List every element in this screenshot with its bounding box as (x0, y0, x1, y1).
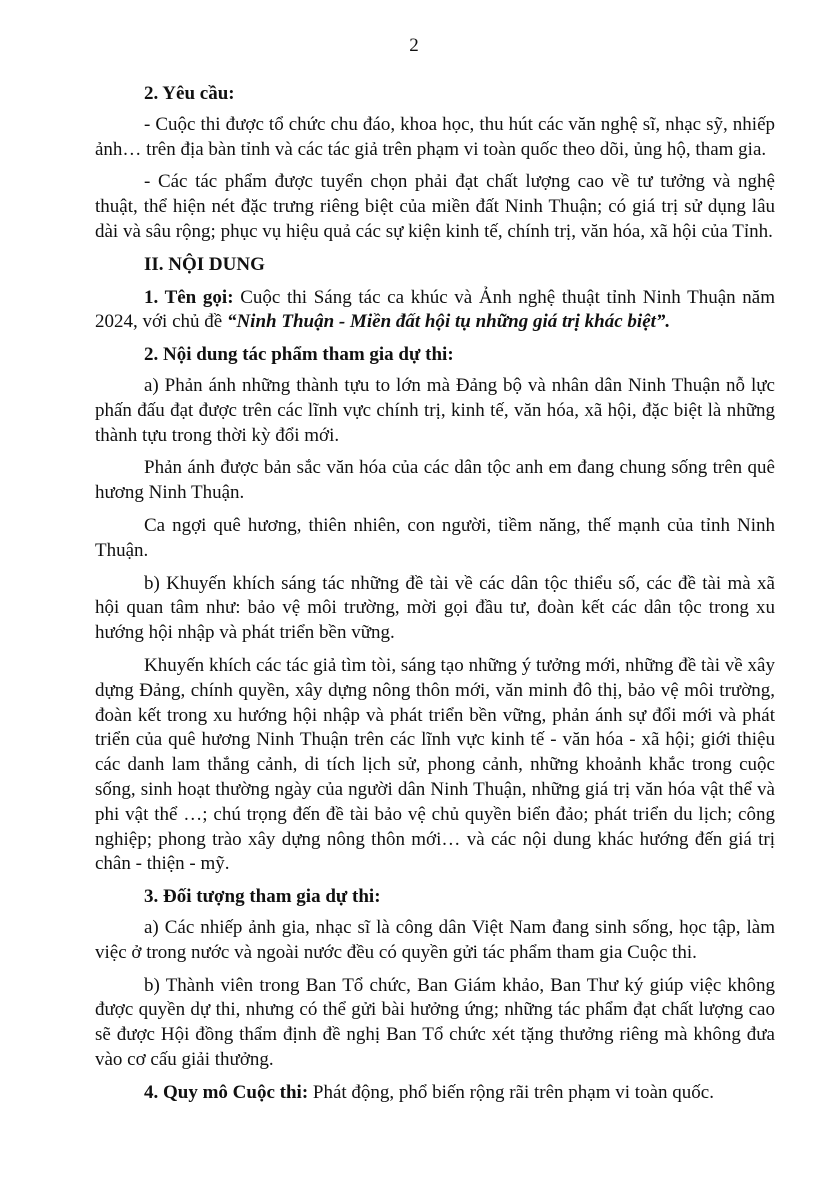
paragraph: a) Phản ánh những thành tựu to lớn mà Đảng bộ và nhân dân Ninh Thuận nỗ lực phấn đấu đạt được trên các lĩnh vực chính trị, kinh tế, văn hóa, xã hội, đặc biệt là những thành tựu trong thời kỳ đổi mới. (95, 374, 775, 446)
name-text: Cuộc thi Sáng tác ca khúc và Ảnh nghệ thuật tỉnh Ninh Thuận năm 2024, với chủ đề (95, 286, 776, 333)
name-label: 1. Tên gọi: (144, 286, 234, 308)
paragraph: Phản ánh được bản sắc văn hóa của các dân tộc anh em đang chung sống trên quê hương Ninh Thuận. (95, 457, 775, 504)
scale-label: 4. Quy mô Cuộc thi: (144, 1081, 309, 1103)
paragraph: b) Khuyến khích sáng tác những đề tài về các dân tộc thiểu số, các đề tài mà xã hội quan tâm như: bảo vệ môi trường, mời gọi đầu tư, đoàn kết các dân tộc trong xu hướng hội nhập và phát triển bền vững. (95, 572, 775, 644)
paragraph: a) Các nhiếp ảnh gia, nhạc sĩ là công dân Việt Nam đang sinh sống, học tập, làm việc ở trong nước và ngoài nước đều có quyền gửi tác phẩm tham gia Cuộc thi. (95, 916, 775, 963)
paragraph: - Cuộc thi được tổ chức chu đáo, khoa học, thu hút các văn nghệ sĩ, nhạc sỹ, nhiếp ảnh… trên địa bàn tỉnh và các tác giả trên phạm vi toàn quốc theo dõi, ủng hộ, tham gia. (95, 113, 775, 160)
section-heading-content: II. NỘI DUNG (144, 253, 265, 275)
contest-theme: “Ninh Thuận - Miền đất hội tụ những giá trị khác biệt”. (226, 311, 671, 333)
paragraph-scale (95, 1081, 775, 1106)
scale-text: Phát động, phổ biến rộng rãi trên phạm vi toàn quốc. (308, 1081, 714, 1103)
section-heading-requirements: 2. Yêu cầu: (144, 83, 235, 104)
section-heading-participants: 3. Đối tượng tham gia dự thi: (144, 886, 381, 908)
paragraph: b) Thành viên trong Ban Tổ chức, Ban Giám khảo, Ban Thư ký giúp việc không được quyền dự thi, nhưng có thể gửi bài hưởng ứng; những tác phẩm đạt chất lượng cao sẽ được Hội đồng thẩm định đề nghị Ban Tổ chức xét tặng thưởng riêng mà không đưa vào cơ cấu giải thưởng. (95, 974, 775, 1070)
page-number: 2 (409, 35, 419, 56)
paragraph-name (95, 286, 775, 336)
document-body (95, 82, 775, 1113)
paragraph: Ca ngợi quê hương, thiên nhiên, con người, tiềm năng, thế mạnh của tỉnh Ninh Thuận. (95, 514, 775, 561)
paragraph: - Các tác phẩm được tuyển chọn phải đạt chất lượng cao về tư tưởng và nghệ thuật, thể hiện nét đặc trưng riêng biệt của miền đất Ninh Thuận; có giá trị sử dụng lâu dài và sâu rộng; phục vụ hiệu quả các sự kiện kinh tế, chính trị, văn hóa, xã hội của Tỉnh. (95, 171, 775, 242)
paragraph: Khuyến khích các tác giả tìm tòi, sáng tạo những ý tưởng mới, những đề tài về xây dựng Đảng, chính quyền, xây dựng nông thôn mới, văn minh đô thị, bảo vệ môi trường, đoàn kết trong xu hướng hội nhập và phát triển bền vững, phản ánh sự đổi mới và phát triển của quê hương Ninh Thuận trên các lĩnh vực kinh tế - văn hóa - xã hội; giới thiệu các danh lam thắng cảnh, di tích lịch sử, phong cảnh, những khoảnh khắc trong cuộc sống, sinh hoạt thường ngày của người dân Ninh Thuận, những giá trị văn hóa vật thể và phi vật thể …; chú trọng đến đề tài bảo vệ chủ quyền biển đảo; phát triển du lịch; công nghiệp; phong trào xây dựng nông thôn mới… và các nội dung khác hướng đến giá trị chân - thiện - mỹ. (95, 654, 775, 875)
section-heading-works: 2. Nội dung tác phẩm tham gia dự thi: (144, 344, 454, 366)
